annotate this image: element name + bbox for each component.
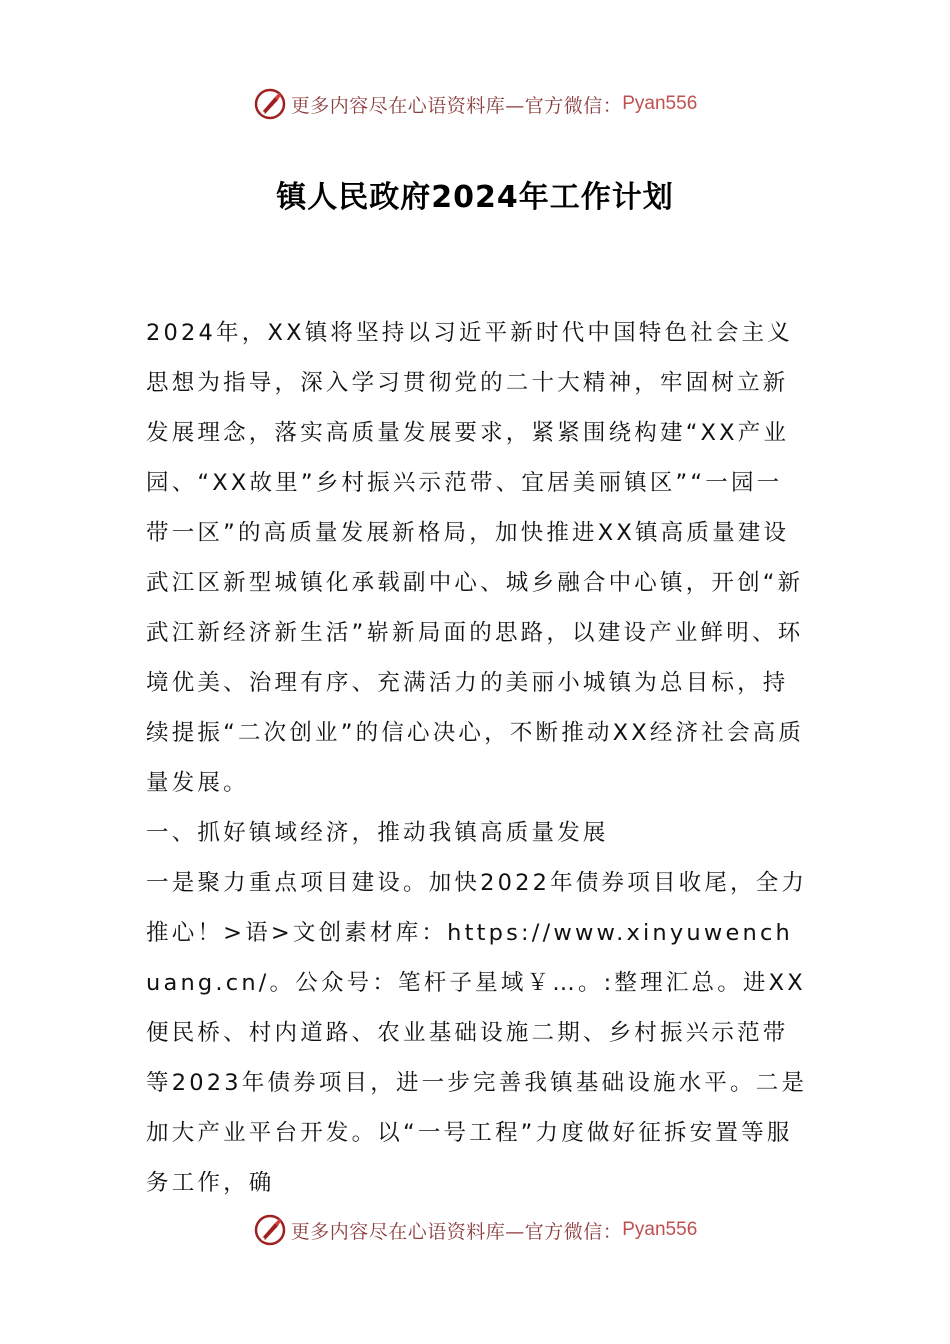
document-title: 镇人民政府2024年工作计划 <box>276 180 674 215</box>
footer-watermark <box>0 1210 950 1250</box>
section-heading: 一、抓好镇域经济，推动我镇高质量发展 <box>146 820 609 846</box>
watermark-contact: Pyan556 <box>622 1219 698 1240</box>
watermark-text: 更多内容尽在心语资料库—官方微信： <box>290 94 623 117</box>
paragraph-intro: 2024年，XX镇将坚持以习近平新时代中国特色社会主义思想为指导，深入学习贯彻党的二十大精神，牢固树立新发展理念，落实高质量发展要求，紧紧围绕构建“XX产业园、“XX故里”乡村振兴示范带、宜居美丽镇区”“一园一带一区”的高质量发展新格局，加快推进XX镇高质量建设武江区新型城镇化承载副中心、城乡融合中心镇，开创“新武江新经济新生活”崭新局面的思路，以建设产业鲜明、环境优美、治理有序、充满活力的美丽小城镇为总目标，持续提振“二次创业”的信心决心，不断推动XX经济社会高质量发展。 <box>146 320 805 796</box>
pen-nib-logo-icon <box>253 87 287 121</box>
watermark-text: 更多内容尽在心语资料库—官方微信： <box>290 1220 623 1243</box>
paragraph-projects: 一是聚力重点项目建设。加快2022年债券项目收尾，全力推心！>语>文创素材库：https://www.xinyuwenchuang.cn/。公众号：笔杆子星域￥…。:整理汇总。进XX便民桥、村内道路、农业基础设施二期、乡村振兴示范带等2023年债券项目，进一步完善我镇基础设施水平。二是加大产业平台开发。以“一号工程”力度做好征拆安置等服务工作，确 <box>146 870 808 1196</box>
pen-nib-logo-icon <box>253 1213 287 1247</box>
header-watermark <box>0 84 950 124</box>
document-body <box>146 308 808 1208</box>
watermark-contact: Pyan556 <box>622 93 698 114</box>
